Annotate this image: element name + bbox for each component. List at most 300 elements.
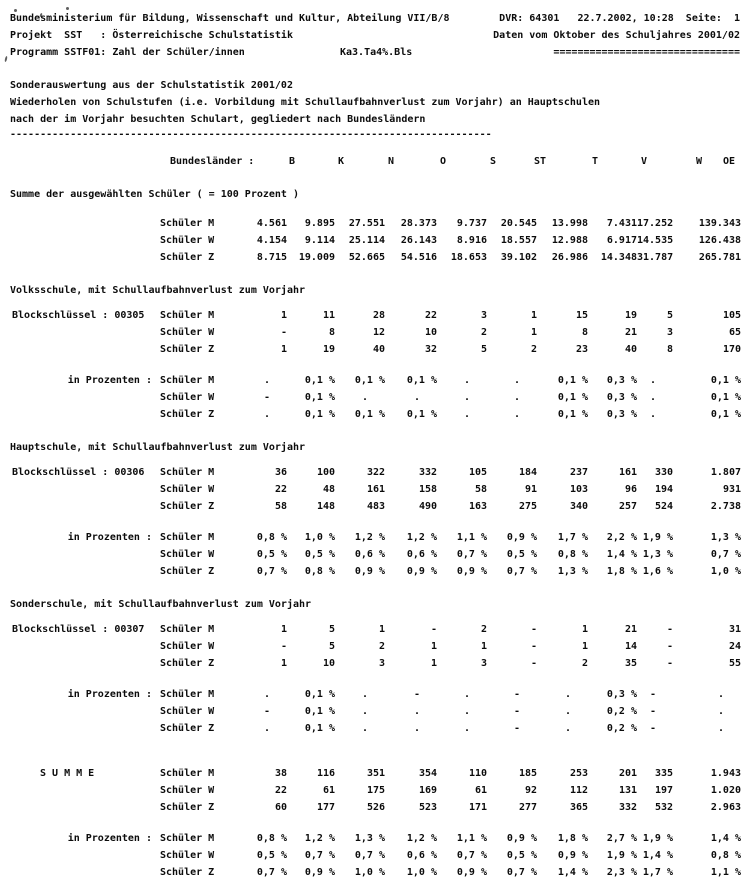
value-cell	[437, 765, 487, 782]
value-cell	[287, 481, 335, 498]
scan-artifact	[4, 56, 7, 62]
value: 0,8 %	[256, 833, 287, 844]
value: 3	[378, 658, 385, 669]
table-row	[10, 324, 741, 341]
column-header-t: T	[591, 156, 598, 167]
value: .	[361, 392, 368, 403]
value: -	[513, 723, 520, 734]
value: .	[649, 409, 656, 420]
value: 526	[366, 802, 385, 813]
report-title: Sonderauswertung aus der Schulstatistik 2001/02	[10, 80, 293, 91]
value-cell	[588, 215, 637, 232]
table-row	[10, 529, 741, 546]
value-cell	[637, 546, 673, 563]
value: 112	[569, 785, 588, 796]
value-cell	[215, 563, 287, 580]
value: 0,5 %	[256, 850, 287, 861]
value: 36	[274, 467, 287, 478]
value: .	[463, 706, 470, 717]
value-cell	[335, 655, 385, 672]
value: 201	[618, 768, 637, 779]
value: 54.516	[400, 252, 437, 263]
value-cell	[588, 249, 637, 266]
value-cell	[335, 498, 385, 515]
value: 22	[424, 310, 437, 321]
value: 1	[280, 344, 287, 355]
value: 1,2 %	[354, 532, 385, 543]
value-cell	[287, 498, 335, 515]
value: .	[413, 706, 420, 717]
value: 490	[418, 501, 437, 512]
value-cell	[673, 703, 741, 720]
value-cell	[437, 864, 487, 881]
value-cell	[215, 406, 287, 423]
value-cell	[487, 799, 537, 816]
value: .	[463, 392, 470, 403]
data-source-label: Daten vom Oktober des Schuljahres 2001/02	[493, 30, 740, 41]
value-cell	[487, 720, 537, 737]
value: 0,1 %	[304, 723, 335, 734]
value: 1,8 %	[606, 566, 637, 577]
value-cell	[537, 765, 588, 782]
value-cell	[215, 830, 287, 847]
value: 175	[366, 785, 385, 796]
table-row	[10, 232, 741, 249]
row-label: Schüler M	[160, 532, 215, 543]
value: .	[263, 689, 270, 700]
value: .	[361, 689, 368, 700]
table-row	[10, 782, 741, 799]
table-row	[10, 307, 741, 324]
value-cell	[673, 389, 741, 406]
value: 0,7 %	[354, 850, 385, 861]
value-cell	[385, 481, 437, 498]
value: 931	[722, 484, 741, 495]
value-cell	[385, 372, 437, 389]
value-cell	[437, 481, 487, 498]
value-cell	[673, 782, 741, 799]
program-file: Ka3.Ta4%.Bls	[340, 47, 413, 58]
row-label: Schüler W	[160, 549, 215, 560]
value-cell	[637, 621, 673, 638]
value-cell	[537, 799, 588, 816]
value-cell	[385, 765, 437, 782]
value: 0,1 %	[354, 409, 385, 420]
value-cell	[673, 546, 741, 563]
value: 9.114	[304, 235, 335, 246]
value: 61	[322, 785, 335, 796]
row-label: Schüler M	[160, 624, 215, 635]
value: 19	[624, 310, 637, 321]
group-label	[10, 215, 160, 232]
report-intro	[10, 77, 741, 145]
value: 14	[624, 641, 637, 652]
table-section	[10, 596, 741, 737]
value: 31	[728, 624, 741, 635]
table-section	[10, 186, 741, 266]
value-cell	[385, 529, 437, 546]
value-cell	[637, 655, 673, 672]
row-label: Schüler Z	[160, 802, 215, 813]
value-cell	[673, 215, 741, 232]
value: 1,3 %	[354, 833, 385, 844]
value: 351	[366, 768, 385, 779]
value-cell	[385, 232, 437, 249]
row-label: Schüler W	[160, 327, 215, 338]
value: 0,8 %	[256, 532, 287, 543]
value: .	[649, 392, 656, 403]
value: 332	[618, 802, 637, 813]
value-cell	[673, 406, 741, 423]
value: 1	[530, 327, 537, 338]
value: 5	[328, 624, 335, 635]
value-cell	[437, 847, 487, 864]
value: 1,4 %	[557, 867, 588, 878]
value-cell	[487, 324, 537, 341]
value-cell	[673, 686, 741, 703]
value-cell	[437, 341, 487, 358]
value: 2,2 %	[606, 532, 637, 543]
table-row	[10, 215, 741, 232]
column-header-n: N	[387, 156, 394, 167]
value-cell	[673, 232, 741, 249]
value-cell	[537, 830, 588, 847]
value: 1,3 %	[710, 532, 741, 543]
value-cell	[673, 307, 741, 324]
row-label: Schüler W	[160, 484, 215, 495]
group-label: in Prozenten :	[67, 375, 152, 386]
value-cell	[215, 372, 287, 389]
value: 237	[569, 467, 588, 478]
report-subtitle: Wiederholen von Schulstufen (i.e. Vorbildung mit Schullaufbahnverlust zum Vorjahr) an Hauptschulen	[10, 97, 601, 108]
value: 0,7 %	[256, 566, 287, 577]
value: 1,2 %	[406, 833, 437, 844]
value-cell	[335, 799, 385, 816]
value-cell	[215, 638, 287, 655]
value-cell	[537, 703, 588, 720]
value-cell	[287, 655, 335, 672]
value: 32	[424, 344, 437, 355]
value-cell	[673, 563, 741, 580]
value-cell	[537, 563, 588, 580]
value: 1	[280, 624, 287, 635]
value-cell	[487, 372, 537, 389]
value-cell	[335, 232, 385, 249]
value: 0,1 %	[304, 392, 335, 403]
value: 0,8 %	[557, 549, 588, 560]
header-line-2	[10, 27, 741, 44]
table-row	[10, 864, 741, 881]
value-cell	[215, 215, 287, 232]
value-cell	[637, 563, 673, 580]
header-equals-separator: ===============================	[553, 47, 740, 58]
value-cell	[537, 249, 588, 266]
value-cell	[487, 498, 537, 515]
table-row	[10, 703, 741, 720]
value-cell	[537, 324, 588, 341]
value-cell	[588, 546, 637, 563]
value: 1,1 %	[456, 532, 487, 543]
value-cell	[215, 799, 287, 816]
value: .	[564, 723, 571, 734]
value: 0,1 %	[710, 375, 741, 386]
value: 116	[316, 768, 335, 779]
value: 1,4 %	[606, 549, 637, 560]
table-row	[10, 799, 741, 816]
value-cell	[487, 765, 537, 782]
value-cell	[637, 765, 673, 782]
value: .	[463, 689, 470, 700]
value-cell	[335, 638, 385, 655]
value: 171	[468, 802, 487, 813]
value: 483	[366, 501, 385, 512]
value: -	[530, 624, 537, 635]
value-cell	[287, 406, 335, 423]
column-header-k: K	[337, 156, 344, 167]
value-cell	[437, 703, 487, 720]
project-label: Projekt SST : Österreichische Schulstatistik	[10, 30, 293, 41]
value-cell	[215, 249, 287, 266]
value-cell	[537, 720, 588, 737]
value: 0,7 %	[506, 566, 537, 577]
group-label: Blockschlüssel : 00305	[12, 310, 145, 321]
value: -	[666, 624, 673, 635]
value: 39.102	[500, 252, 537, 263]
value-cell	[385, 406, 437, 423]
value-cell	[215, 847, 287, 864]
value: 0,5 %	[304, 549, 335, 560]
value: 523	[418, 802, 437, 813]
value-cell	[673, 765, 741, 782]
value: 0,1 %	[406, 409, 437, 420]
value-cell	[385, 703, 437, 720]
value-cell	[537, 638, 588, 655]
value: 1,1 %	[456, 833, 487, 844]
value: 0,9 %	[506, 532, 537, 543]
value-cell	[385, 686, 437, 703]
value-cell	[287, 324, 335, 341]
value-cell	[437, 655, 487, 672]
value: 0,7 %	[304, 850, 335, 861]
value: .	[413, 392, 420, 403]
value-cell	[215, 655, 287, 672]
value-cell	[385, 830, 437, 847]
value-cell	[385, 782, 437, 799]
value: 24	[728, 641, 741, 652]
value: 139.343	[698, 218, 741, 229]
value-cell	[437, 498, 487, 515]
value: 26.986	[551, 252, 588, 263]
value-cell	[287, 529, 335, 546]
value-cell	[637, 232, 673, 249]
value: 13.998	[551, 218, 588, 229]
value: 26.143	[400, 235, 437, 246]
value-cell	[487, 782, 537, 799]
value: 148	[316, 501, 335, 512]
value-cell	[588, 563, 637, 580]
table-row	[10, 498, 741, 515]
value-cell	[385, 621, 437, 638]
value: 0,9 %	[506, 833, 537, 844]
value-cell	[287, 765, 335, 782]
value: 31.787	[637, 252, 674, 263]
group-label	[10, 249, 160, 266]
value-cell	[637, 720, 673, 737]
value: 365	[569, 802, 588, 813]
value: -	[513, 689, 520, 700]
value: .	[263, 409, 270, 420]
value-cell	[215, 765, 287, 782]
value-cell	[215, 546, 287, 563]
table-section	[10, 282, 741, 423]
table-row	[10, 389, 741, 406]
value-cell	[673, 464, 741, 481]
ministry-title: Bundesministerium für Bildung, Wissenschaft und Kultur, Abteilung VII/B/8	[10, 13, 450, 24]
value: 0,6 %	[406, 549, 437, 560]
value-cell	[637, 847, 673, 864]
value: 0,9 %	[456, 566, 487, 577]
row-group-block	[10, 464, 741, 515]
row-group-block	[10, 621, 741, 672]
value-cell	[673, 638, 741, 655]
value-cell	[335, 621, 385, 638]
value: 2.738	[710, 501, 741, 512]
value: -	[649, 706, 656, 717]
value: 1,0 %	[354, 867, 385, 878]
value-cell	[215, 481, 287, 498]
row-group-percent	[10, 686, 741, 737]
column-header-row	[10, 153, 741, 170]
value: 340	[569, 501, 588, 512]
value-cell	[385, 546, 437, 563]
group-label	[10, 638, 160, 655]
value: 0,5 %	[506, 850, 537, 861]
value-cell	[385, 341, 437, 358]
value-cell	[637, 307, 673, 324]
value-cell	[487, 638, 537, 655]
column-header-v: V	[640, 156, 647, 167]
value: 2,3 %	[606, 867, 637, 878]
value: 23	[575, 344, 588, 355]
row-label: Schüler Z	[160, 723, 215, 734]
value-cell	[335, 481, 385, 498]
value-cell	[537, 621, 588, 638]
row-label: Schüler M	[160, 833, 215, 844]
row-group-sum	[10, 765, 741, 816]
value: 92	[524, 785, 537, 796]
value-cell	[215, 864, 287, 881]
table-row	[10, 563, 741, 580]
value-cell	[385, 307, 437, 324]
bundeslaender-label: Bundesländer :	[170, 156, 255, 167]
value-cell	[487, 686, 537, 703]
row-label: Schüler Z	[160, 409, 215, 420]
value: 277	[518, 802, 537, 813]
value: 1.943	[710, 768, 741, 779]
value: 0,1 %	[557, 392, 588, 403]
value-cell	[673, 799, 741, 816]
row-label: Schüler W	[160, 785, 215, 796]
value: 9.737	[456, 218, 487, 229]
section-heading: Sonderschule, mit Schullaufbahnverlust zum Vorjahr	[10, 599, 312, 610]
value-cell	[487, 341, 537, 358]
value-cell	[673, 655, 741, 672]
table-row	[10, 481, 741, 498]
value: -	[649, 723, 656, 734]
value: 1,9 %	[606, 850, 637, 861]
value: 0,7 %	[456, 549, 487, 560]
value: 5	[666, 310, 673, 321]
value: 275	[518, 501, 537, 512]
group-label: Blockschlüssel : 00306	[12, 467, 145, 478]
value-cell	[437, 324, 487, 341]
value: .	[717, 689, 724, 700]
value-cell	[673, 249, 741, 266]
value: 1	[530, 310, 537, 321]
value: -	[280, 327, 287, 338]
value-cell	[335, 389, 385, 406]
value-cell	[588, 655, 637, 672]
value-cell	[215, 529, 287, 546]
value-cell	[287, 703, 335, 720]
value: 3	[480, 310, 487, 321]
value-cell	[287, 830, 335, 847]
group-label	[10, 232, 160, 249]
value-cell	[673, 847, 741, 864]
value-cell	[673, 621, 741, 638]
group-label	[10, 389, 160, 406]
value-cell	[637, 249, 673, 266]
value-cell	[437, 529, 487, 546]
group-label: in Prozenten :	[67, 532, 152, 543]
table-row	[10, 546, 741, 563]
header-line-1	[10, 10, 741, 27]
value: 0,1 %	[354, 375, 385, 386]
value-cell	[437, 686, 487, 703]
value: 0,3 %	[606, 375, 637, 386]
value: 0,3 %	[606, 392, 637, 403]
value-cell	[215, 232, 287, 249]
value: -	[530, 641, 537, 652]
group-label: in Prozenten :	[67, 833, 152, 844]
value-cell	[487, 847, 537, 864]
value-cell	[437, 249, 487, 266]
value: 0,5 %	[506, 549, 537, 560]
row-label: Schüler Z	[160, 658, 215, 669]
value-cell	[487, 864, 537, 881]
value: 0,6 %	[406, 850, 437, 861]
value: .	[463, 723, 470, 734]
value-cell	[588, 799, 637, 816]
row-label: Schüler Z	[160, 344, 215, 355]
value-cell	[487, 546, 537, 563]
value: 532	[654, 802, 673, 813]
value: -	[530, 658, 537, 669]
group-label	[10, 782, 160, 799]
value: 2	[480, 327, 487, 338]
value-cell	[385, 655, 437, 672]
value: 0,1 %	[304, 375, 335, 386]
value: 22	[274, 484, 287, 495]
value: 185	[518, 768, 537, 779]
table-row	[10, 847, 741, 864]
value: 0,7 %	[256, 867, 287, 878]
value: 354	[418, 768, 437, 779]
value: 8	[328, 327, 335, 338]
row-label: Schüler Z	[160, 252, 215, 263]
value-cell	[335, 720, 385, 737]
value-cell	[637, 481, 673, 498]
